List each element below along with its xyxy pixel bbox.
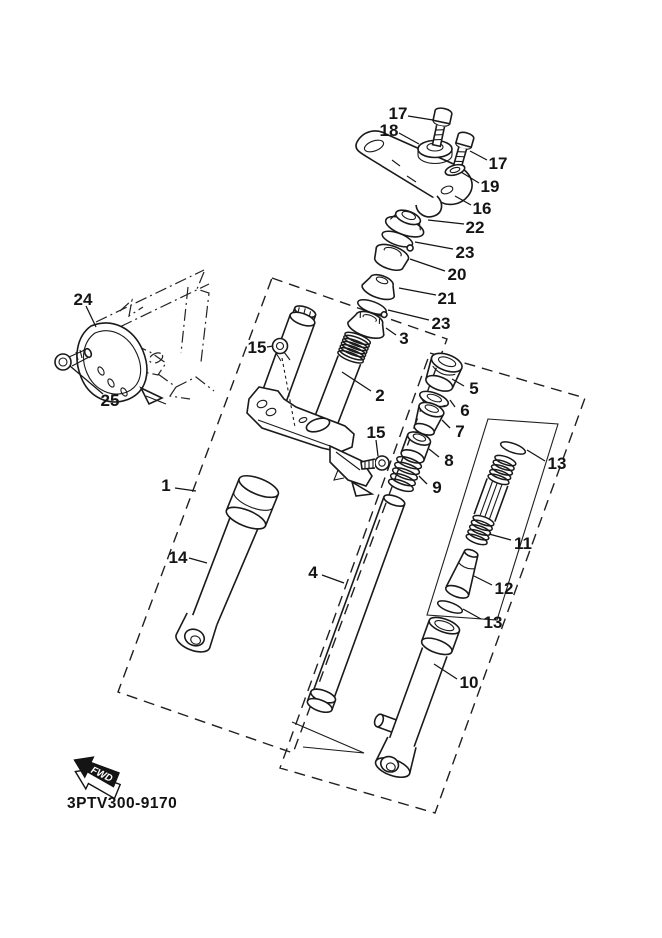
callout-22: 22: [465, 218, 485, 237]
callout-19: 19: [480, 177, 500, 196]
callout-21: 21: [437, 289, 457, 308]
part-13-oring-upper: [499, 439, 527, 456]
callout-8: 8: [444, 451, 454, 470]
callout-15-upper: 15: [247, 338, 267, 357]
part-17-bolt-right: [450, 131, 475, 170]
callout-9: 9: [432, 478, 442, 497]
callout-4: 4: [308, 563, 318, 582]
part-21-bearing-race: [360, 270, 400, 303]
callout-13-upper: 13: [547, 454, 567, 473]
pointer-wedge: [292, 722, 364, 753]
part-10-outer-tube: [359, 608, 464, 781]
callout-18: 18: [379, 121, 399, 140]
callout-14: 14: [168, 548, 188, 567]
callout-15-lower: 15: [366, 423, 386, 442]
diagram-code: 3PTV300-9170: [67, 795, 178, 812]
callout-20: 20: [447, 265, 467, 284]
callout-17-left: 17: [388, 104, 408, 123]
callout-2: 2: [375, 386, 385, 405]
lower-triple-clamp: [247, 387, 372, 496]
part-15-pinch-bolt-lower: [361, 456, 389, 470]
callout-23-lower: 23: [431, 314, 451, 333]
part-13-oring-lower: [436, 598, 464, 615]
callout-24: 24: [73, 290, 93, 309]
callout-5: 5: [469, 379, 479, 398]
callout-11: 11: [514, 534, 532, 553]
callout-1: 1: [161, 476, 171, 495]
callout-6: 6: [460, 401, 470, 420]
part-24-cover-plate: [77, 323, 166, 404]
assembly-4-damper-tube: [306, 492, 408, 715]
callout-10: 10: [459, 673, 479, 692]
callout-25: 25: [100, 391, 120, 410]
callout-12: 12: [494, 579, 514, 598]
part-12-oil-lock-piece: [444, 546, 483, 600]
callout-17-right: 17: [488, 154, 508, 173]
callout-7: 7: [455, 422, 465, 441]
callout-3: 3: [399, 329, 409, 348]
part-20-bearing-cover: [371, 241, 411, 274]
fwd-arrow-label: FWD: [88, 764, 115, 785]
callout-23-upper: 23: [455, 243, 475, 262]
callout-16: 16: [472, 199, 492, 218]
callout-13-lower: 13: [483, 613, 503, 632]
